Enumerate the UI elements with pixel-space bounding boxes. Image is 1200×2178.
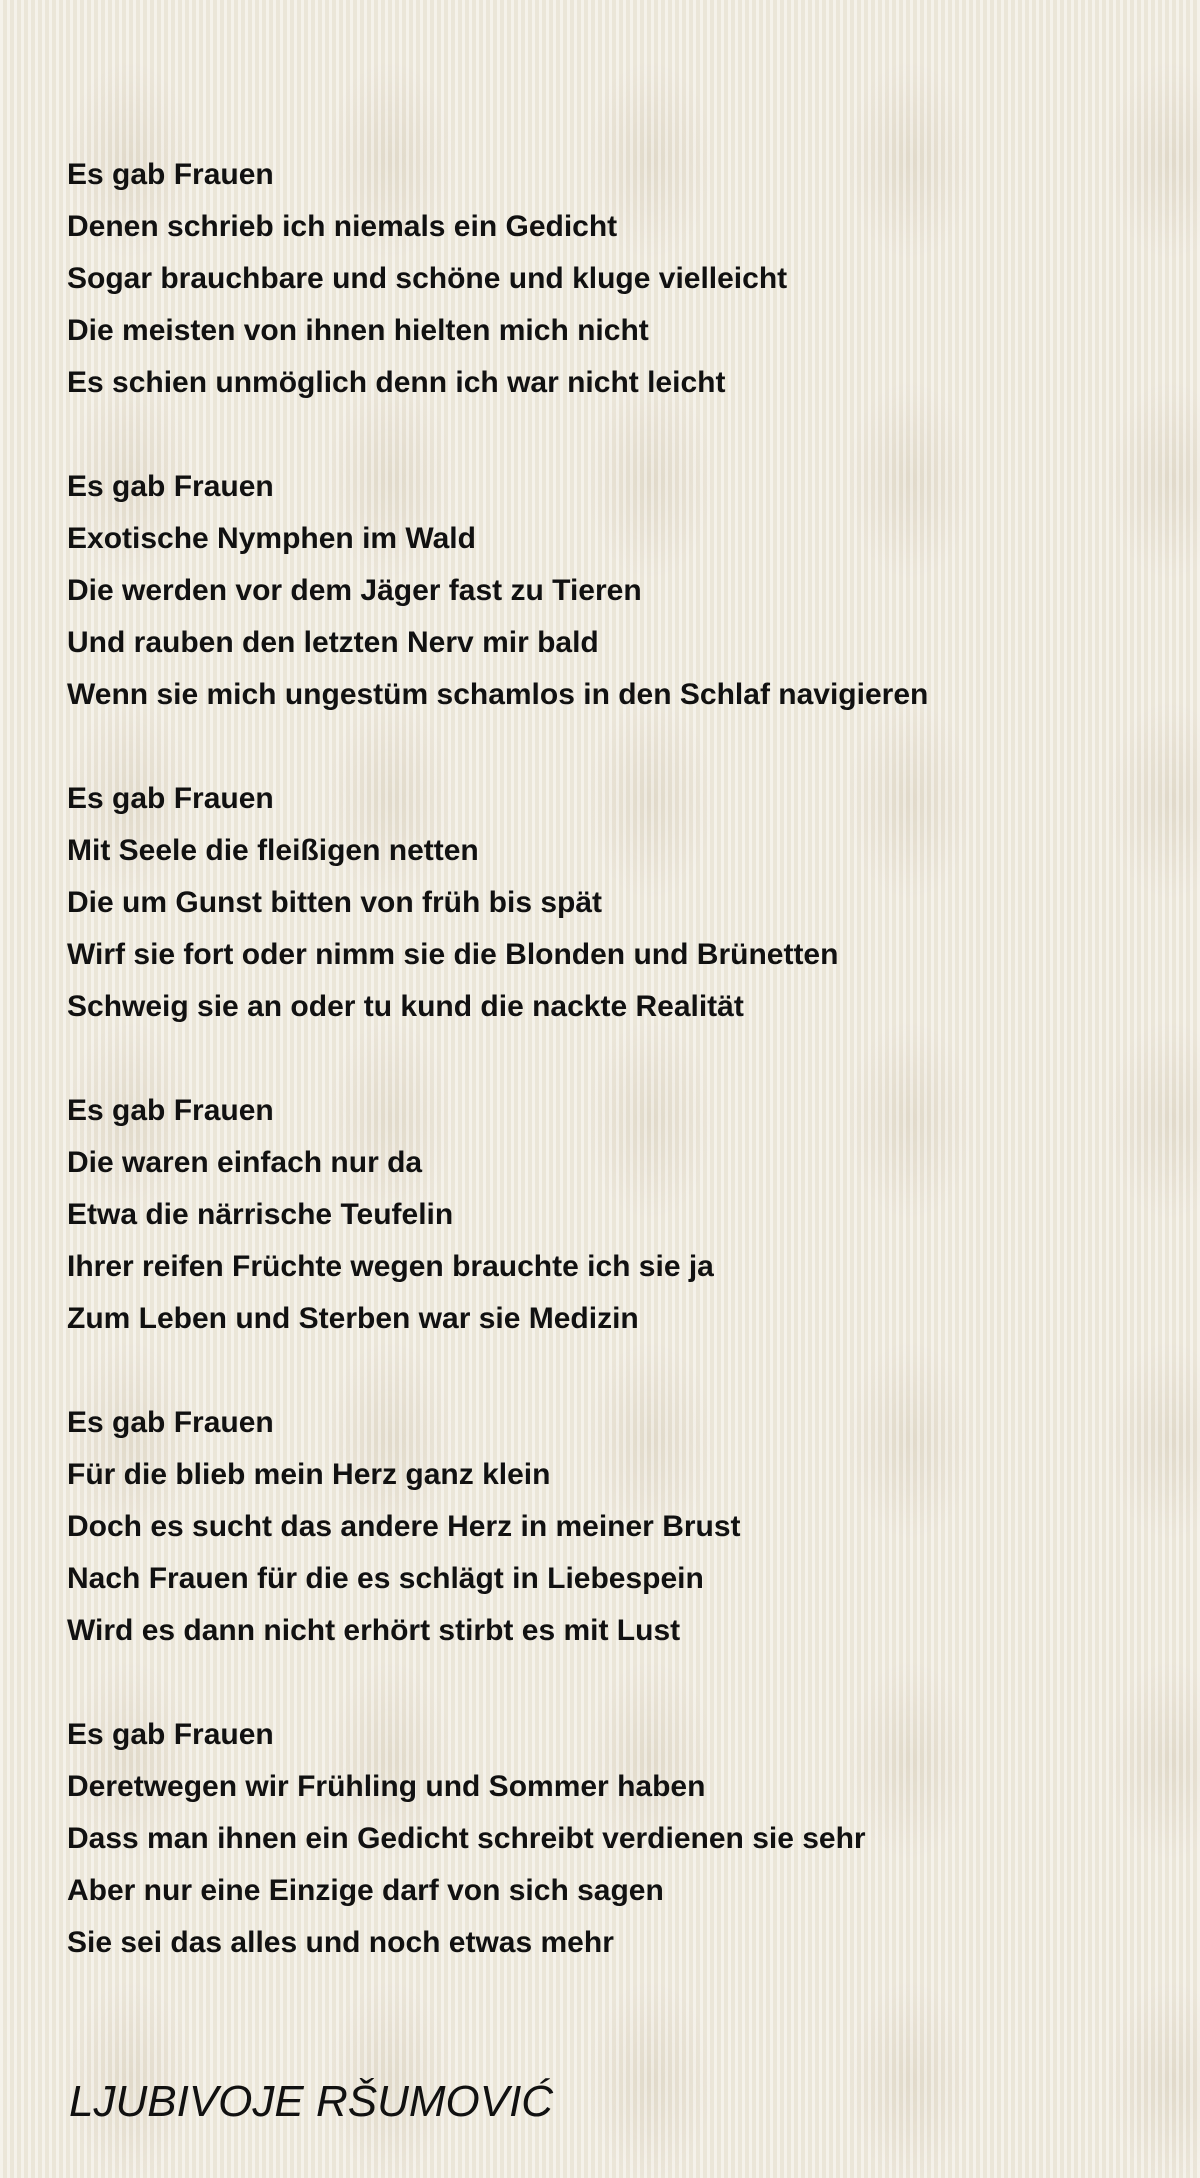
poem-line: Wenn sie mich ungestüm schamlos in den Schlaf navigieren xyxy=(67,678,929,711)
poem-line: Es gab Frauen xyxy=(67,1406,274,1439)
stanza-6 xyxy=(67,1709,1147,1969)
stanza-2 xyxy=(67,461,1147,721)
poem-line: Es gab Frauen xyxy=(67,1094,274,1127)
poem-line: Schweig sie an oder tu kund die nackte Realität xyxy=(67,990,744,1023)
poem-line: Etwa die närrische Teufelin xyxy=(67,1198,454,1231)
poem-line: Deretwegen wir Frühling und Sommer haben xyxy=(67,1770,706,1803)
poem-line: Es gab Frauen xyxy=(67,158,274,191)
poem-line: Nach Frauen für die es schlägt in Liebespein xyxy=(67,1562,704,1595)
author-name: LJUBIVOJE RŠUMOVIĆ xyxy=(69,2077,554,2126)
poem-line: Ihrer reifen Früchte wegen brauchte ich sie ja xyxy=(67,1250,714,1283)
poem-line: Doch es sucht das andere Herz in meiner Brust xyxy=(67,1510,741,1543)
poem-line: Wirf sie fort oder nimm sie die Blonden und Brünetten xyxy=(67,938,839,971)
poem-line: Die um Gunst bitten von früh bis spät xyxy=(67,886,603,919)
poem-line: Die meisten von ihnen hielten mich nicht xyxy=(67,314,649,347)
poem-line: Und rauben den letzten Nerv mir bald xyxy=(67,626,599,659)
poem-line: Zum Leben und Sterben war sie Medizin xyxy=(67,1302,639,1335)
poem-line: Exotische Nymphen im Wald xyxy=(67,522,476,555)
poem-line: Sogar brauchbare und schöne und kluge vielleicht xyxy=(67,262,788,295)
stanza-5 xyxy=(67,1397,1147,1657)
stanza-1 xyxy=(67,149,1147,409)
poem-line: Es gab Frauen xyxy=(67,470,274,503)
poem-line: Es schien unmöglich denn ich war nicht leicht xyxy=(67,366,726,399)
poem-line: Denen schrieb ich niemals ein Gedicht xyxy=(67,210,618,243)
poem-line: Aber nur eine Einzige darf von sich sagen xyxy=(67,1874,664,1907)
poem-line: Die waren einfach nur da xyxy=(67,1146,423,1179)
poem-line: Es gab Frauen xyxy=(67,1718,274,1751)
poem-line: Dass man ihnen ein Gedicht schreibt verdienen sie sehr xyxy=(67,1822,866,1855)
stanza-4 xyxy=(67,1085,1147,1345)
poem-line: Mit Seele die fleißigen netten xyxy=(67,834,479,867)
poem-line: Sie sei das alles und noch etwas mehr xyxy=(67,1926,614,1959)
stanza-3 xyxy=(67,773,1147,1033)
poem-line: Die werden vor dem Jäger fast zu Tieren xyxy=(67,574,642,607)
poem-body xyxy=(67,149,1147,2021)
poem-line: Es gab Frauen xyxy=(67,782,274,815)
poem-line: Wird es dann nicht erhört stirbt es mit Lust xyxy=(67,1614,681,1647)
poem-line: Für die blieb mein Herz ganz klein xyxy=(67,1458,551,1491)
